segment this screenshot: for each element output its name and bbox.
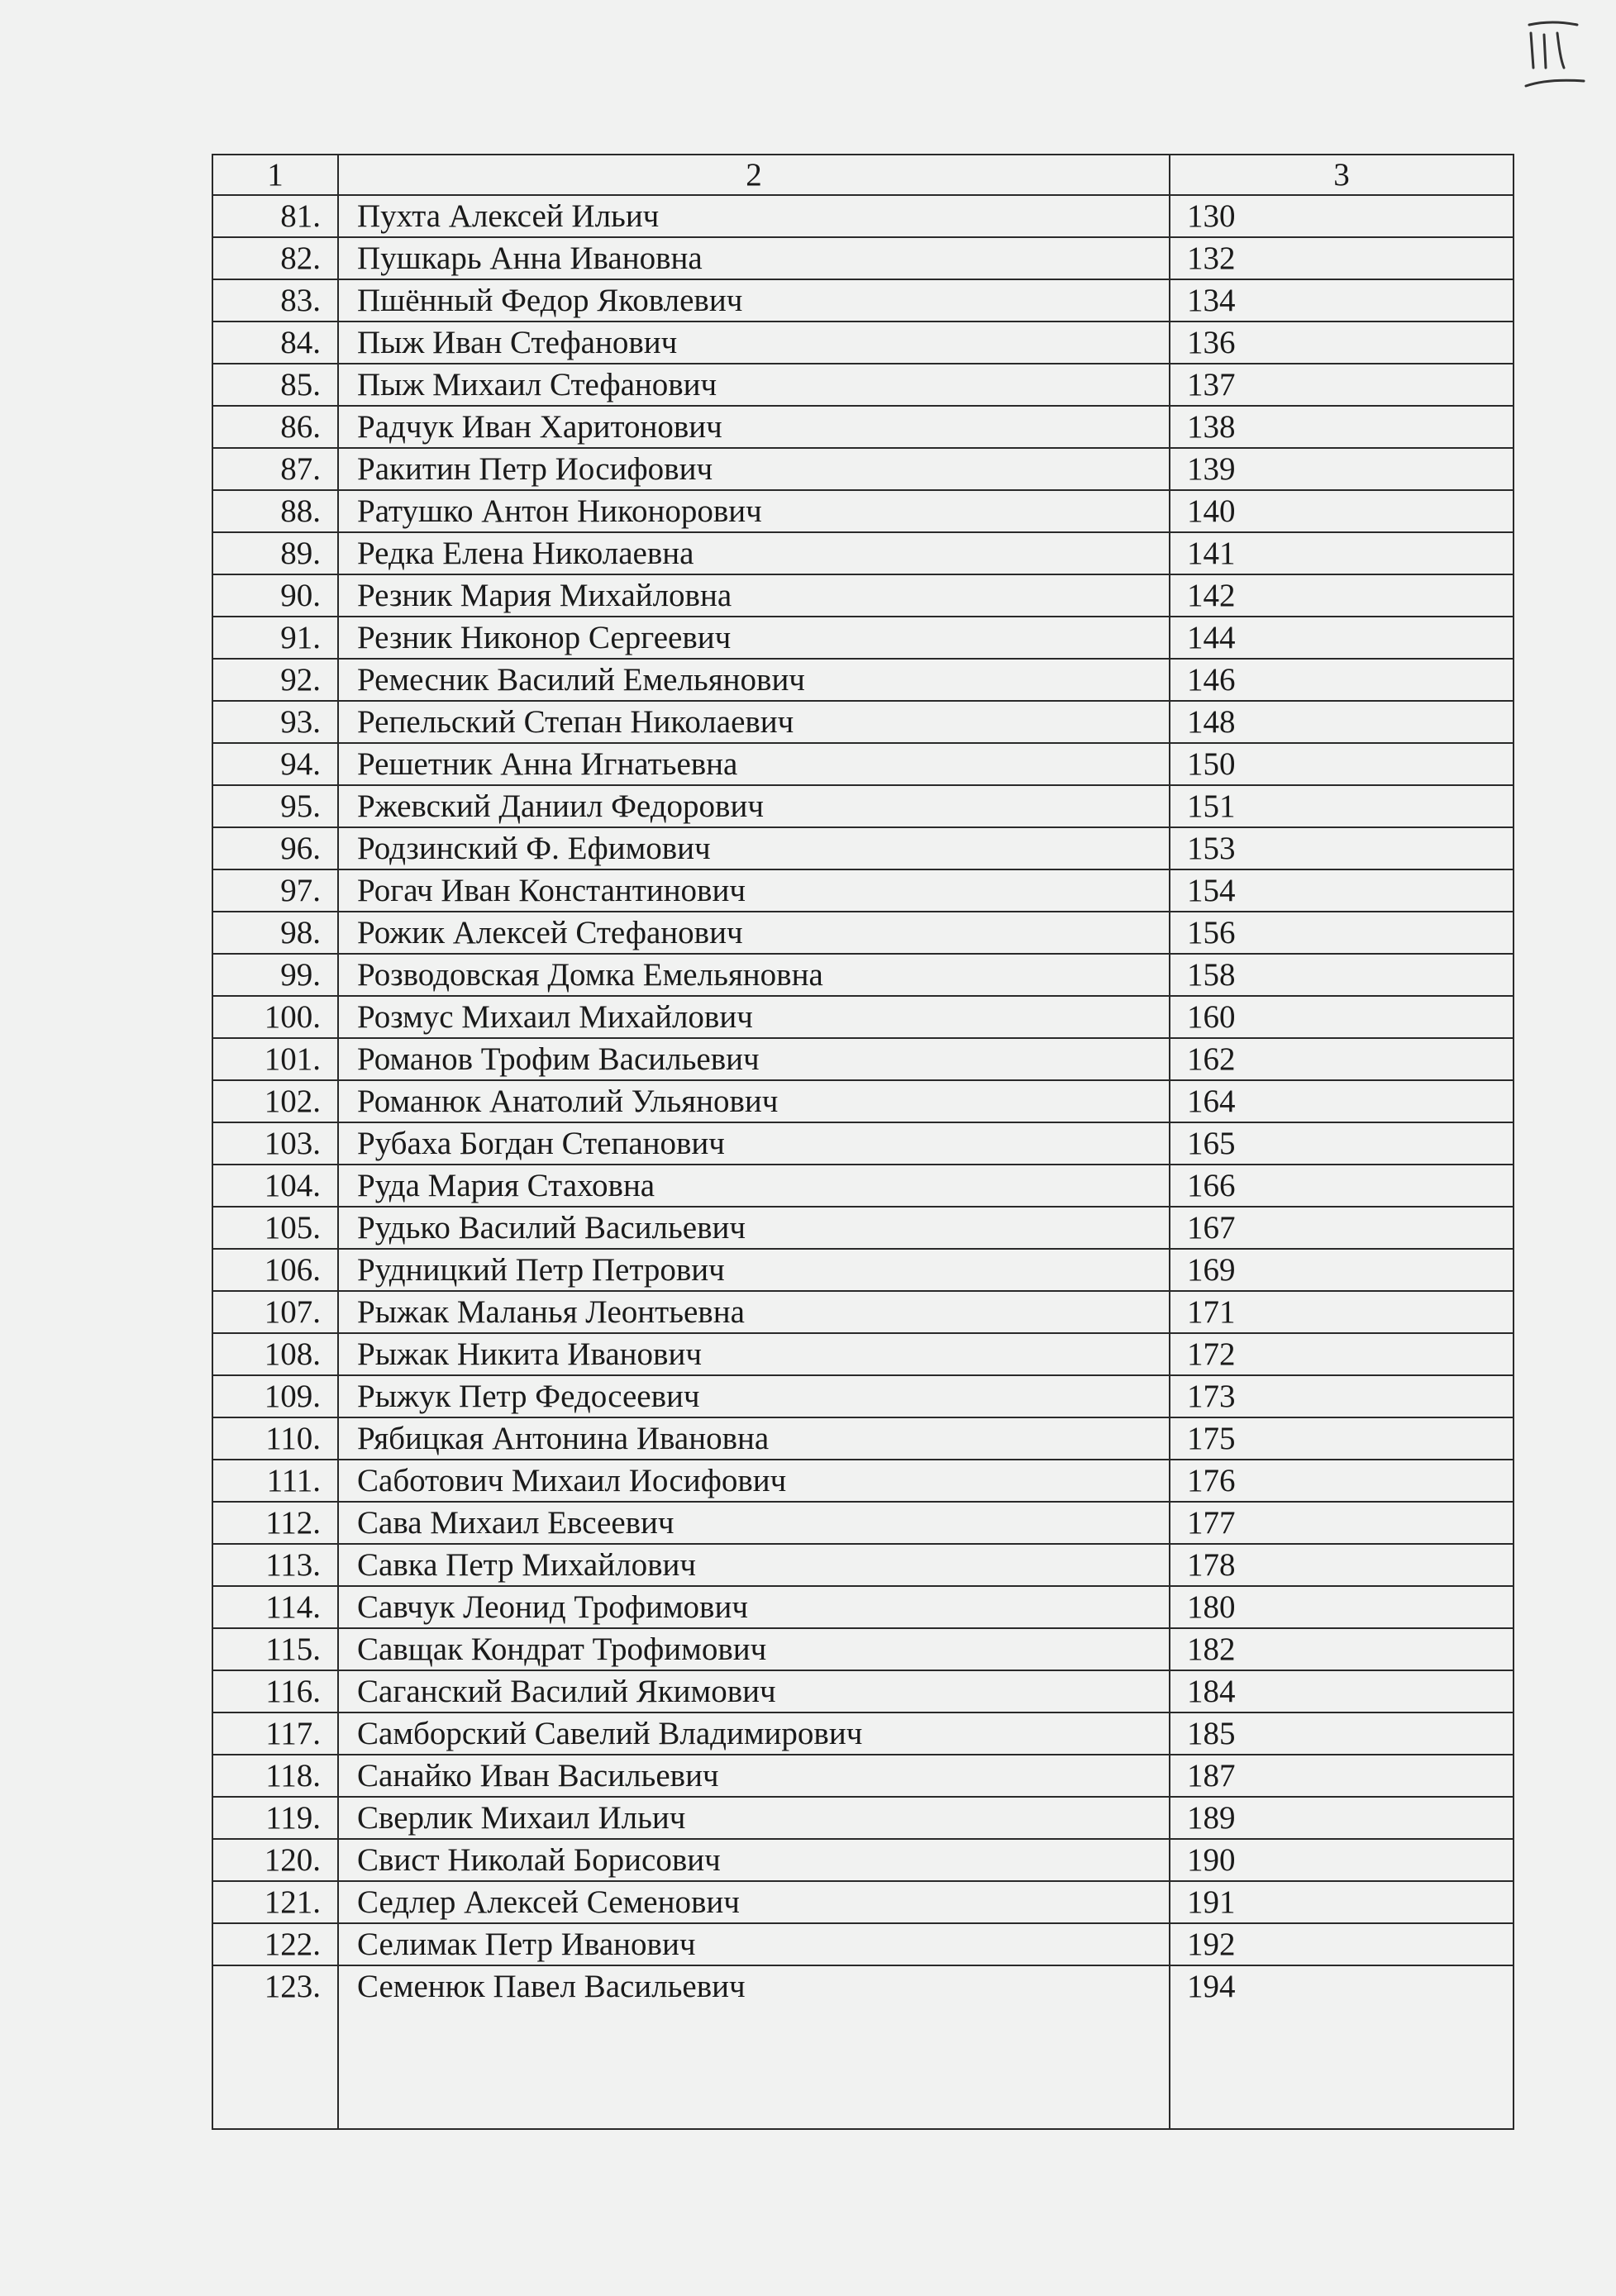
page-ref-cell: 182 bbox=[1170, 1628, 1514, 1670]
person-name-cell: Рудницкий Петр Петрович bbox=[338, 1249, 1170, 1291]
person-name-cell: Редка Елена Николаевна bbox=[338, 532, 1170, 574]
person-name-cell: Рыжак Никита Иванович bbox=[338, 1333, 1170, 1375]
page-ref-cell: 137 bbox=[1170, 364, 1514, 406]
row-number-cell: 88. bbox=[212, 490, 338, 532]
table-row bbox=[212, 1375, 1514, 1417]
row-number-cell: 119. bbox=[212, 1797, 338, 1839]
table-row bbox=[212, 1333, 1514, 1375]
row-number-cell: 103. bbox=[212, 1122, 338, 1165]
row-number-cell: 112. bbox=[212, 1502, 338, 1544]
table-row bbox=[212, 1460, 1514, 1502]
table-row bbox=[212, 1249, 1514, 1291]
person-name-cell: Саганский Василий Якимович bbox=[338, 1670, 1170, 1712]
table-row bbox=[212, 701, 1514, 743]
table-row bbox=[212, 237, 1514, 279]
row-number-cell: 111. bbox=[212, 1460, 338, 1502]
person-name-cell: Розмус Михаил Михайлович bbox=[338, 996, 1170, 1038]
person-name-cell: Рогач Иван Константинович bbox=[338, 869, 1170, 912]
person-name-cell: Самборский Савелий Владимирович bbox=[338, 1712, 1170, 1755]
row-number-cell: 90. bbox=[212, 574, 338, 617]
page-ref-cell: 191 bbox=[1170, 1881, 1514, 1923]
person-name-cell: Рыжак Маланья Леонтьевна bbox=[338, 1291, 1170, 1333]
row-number-cell: 94. bbox=[212, 743, 338, 785]
table-row bbox=[212, 996, 1514, 1038]
row-number-cell: 122. bbox=[212, 1923, 338, 1965]
page-ref-cell: 144 bbox=[1170, 617, 1514, 659]
table-row bbox=[212, 279, 1514, 322]
row-number-cell: 105. bbox=[212, 1207, 338, 1249]
table-row bbox=[212, 1502, 1514, 1544]
person-name-cell: Савщак Кондрат Трофимович bbox=[338, 1628, 1170, 1670]
person-name-cell: Санайко Иван Васильевич bbox=[338, 1755, 1170, 1797]
person-name-cell: Рожик Алексей Стефанович bbox=[338, 912, 1170, 954]
table-row bbox=[212, 785, 1514, 827]
person-name-cell: Руда Мария Стаховна bbox=[338, 1165, 1170, 1207]
row-number-cell: 86. bbox=[212, 406, 338, 448]
page-ref-cell: 148 bbox=[1170, 701, 1514, 743]
table-row bbox=[212, 448, 1514, 490]
table-row bbox=[212, 1122, 1514, 1165]
page-ref-cell: 167 bbox=[1170, 1207, 1514, 1249]
page-ref-cell: 189 bbox=[1170, 1797, 1514, 1839]
person-name-cell: Пыж Михаил Стефанович bbox=[338, 364, 1170, 406]
page-ref-cell: 185 bbox=[1170, 1712, 1514, 1755]
table-row bbox=[212, 1080, 1514, 1122]
table-row bbox=[212, 490, 1514, 532]
page-ref-cell: 178 bbox=[1170, 1544, 1514, 1586]
table-row bbox=[212, 1038, 1514, 1080]
person-name-cell: Родзинский Ф. Ефимович bbox=[338, 827, 1170, 869]
row-number-cell: 92. bbox=[212, 659, 338, 701]
handwritten-page-number bbox=[1519, 10, 1594, 101]
table-row bbox=[212, 954, 1514, 996]
person-name-cell: Решетник Анна Игнатьевна bbox=[338, 743, 1170, 785]
row-number-cell: 84. bbox=[212, 322, 338, 364]
page-ref-cell: 154 bbox=[1170, 869, 1514, 912]
page-ref-cell: 169 bbox=[1170, 1249, 1514, 1291]
row-number-cell: 115. bbox=[212, 1628, 338, 1670]
page-ref-cell: 139 bbox=[1170, 448, 1514, 490]
page-ref-cell: 151 bbox=[1170, 785, 1514, 827]
person-name-cell: Семенюк Павел Васильевич bbox=[338, 1965, 1170, 2129]
page-ref-cell: 190 bbox=[1170, 1839, 1514, 1881]
page-ref-cell: 194 bbox=[1170, 1965, 1514, 2129]
row-number-cell: 107. bbox=[212, 1291, 338, 1333]
row-number-cell: 82. bbox=[212, 237, 338, 279]
table-row bbox=[212, 1965, 1514, 2129]
row-number-cell: 110. bbox=[212, 1417, 338, 1460]
person-name-cell: Радчук Иван Харитонович bbox=[338, 406, 1170, 448]
person-name-cell: Седлер Алексей Семенович bbox=[338, 1881, 1170, 1923]
table-row bbox=[212, 1839, 1514, 1881]
row-number-cell: 123. bbox=[212, 1965, 338, 2129]
person-name-cell: Ржевский Даниил Федорович bbox=[338, 785, 1170, 827]
person-name-cell: Сверлик Михаил Ильич bbox=[338, 1797, 1170, 1839]
table-row bbox=[212, 574, 1514, 617]
page-ref-cell: 153 bbox=[1170, 827, 1514, 869]
row-number-cell: 96. bbox=[212, 827, 338, 869]
table-row bbox=[212, 743, 1514, 785]
page-ref-cell: 165 bbox=[1170, 1122, 1514, 1165]
row-number-cell: 89. bbox=[212, 532, 338, 574]
page-ref-cell: 176 bbox=[1170, 1460, 1514, 1502]
person-name-cell: Савка Петр Михайлович bbox=[338, 1544, 1170, 1586]
row-number-cell: 81. bbox=[212, 195, 338, 237]
person-name-cell: Ремесник Василий Емельянович bbox=[338, 659, 1170, 701]
person-name-cell: Романов Трофим Васильевич bbox=[338, 1038, 1170, 1080]
index-table-body bbox=[212, 155, 1514, 2129]
row-number-cell: 102. bbox=[212, 1080, 338, 1122]
person-name-cell: Саботович Михаил Иосифович bbox=[338, 1460, 1170, 1502]
row-number-cell: 114. bbox=[212, 1586, 338, 1628]
table-row bbox=[212, 912, 1514, 954]
person-name-cell: Ракитин Петр Иосифович bbox=[338, 448, 1170, 490]
table-row bbox=[212, 1165, 1514, 1207]
page-ref-cell: 138 bbox=[1170, 406, 1514, 448]
row-number-cell: 113. bbox=[212, 1544, 338, 1586]
table-row bbox=[212, 1755, 1514, 1797]
page-ref-cell: 130 bbox=[1170, 195, 1514, 237]
table-row bbox=[212, 1797, 1514, 1839]
page-ref-cell: 160 bbox=[1170, 996, 1514, 1038]
page-ref-cell: 166 bbox=[1170, 1165, 1514, 1207]
person-name-cell: Рябицкая Антонина Ивановна bbox=[338, 1417, 1170, 1460]
row-number-cell: 83. bbox=[212, 279, 338, 322]
person-name-cell: Сава Михаил Евсеевич bbox=[338, 1502, 1170, 1544]
page-ref-cell: 134 bbox=[1170, 279, 1514, 322]
table-row bbox=[212, 322, 1514, 364]
row-number-cell: 116. bbox=[212, 1670, 338, 1712]
page-ref-cell: 175 bbox=[1170, 1417, 1514, 1460]
person-name-cell: Пухта Алексей Ильич bbox=[338, 195, 1170, 237]
row-number-cell: 91. bbox=[212, 617, 338, 659]
row-number-cell: 108. bbox=[212, 1333, 338, 1375]
person-name-cell: Розводовская Домка Емельяновна bbox=[338, 954, 1170, 996]
table-row bbox=[212, 1291, 1514, 1333]
row-number-cell: 93. bbox=[212, 701, 338, 743]
page-ref-cell: 187 bbox=[1170, 1755, 1514, 1797]
row-number-cell: 87. bbox=[212, 448, 338, 490]
page-ref-cell: 171 bbox=[1170, 1291, 1514, 1333]
header-col-3: 3 bbox=[1170, 155, 1514, 195]
person-name-cell: Резник Никонор Сергеевич bbox=[338, 617, 1170, 659]
table-row bbox=[212, 1628, 1514, 1670]
row-number-cell: 118. bbox=[212, 1755, 338, 1797]
row-number-cell: 85. bbox=[212, 364, 338, 406]
page-ref-cell: 173 bbox=[1170, 1375, 1514, 1417]
row-number-cell: 109. bbox=[212, 1375, 338, 1417]
person-name-cell: Резник Мария Михайловна bbox=[338, 574, 1170, 617]
table-row bbox=[212, 617, 1514, 659]
table-row bbox=[212, 1544, 1514, 1586]
table-row bbox=[212, 406, 1514, 448]
table-row bbox=[212, 1881, 1514, 1923]
person-name-cell: Пушкарь Анна Ивановна bbox=[338, 237, 1170, 279]
row-number-cell: 106. bbox=[212, 1249, 338, 1291]
page-ref-cell: 132 bbox=[1170, 237, 1514, 279]
table-row bbox=[212, 532, 1514, 574]
page-ref-cell: 158 bbox=[1170, 954, 1514, 996]
row-number-cell: 117. bbox=[212, 1712, 338, 1755]
row-number-cell: 120. bbox=[212, 1839, 338, 1881]
page-ref-cell: 156 bbox=[1170, 912, 1514, 954]
table-row bbox=[212, 364, 1514, 406]
page-ref-cell: 184 bbox=[1170, 1670, 1514, 1712]
person-name-cell: Савчук Леонид Трофимович bbox=[338, 1586, 1170, 1628]
page-ref-cell: 150 bbox=[1170, 743, 1514, 785]
person-name-cell: Селимак Петр Иванович bbox=[338, 1923, 1170, 1965]
page-ref-cell: 140 bbox=[1170, 490, 1514, 532]
table-row bbox=[212, 1923, 1514, 1965]
person-name-cell: Рыжук Петр Федосеевич bbox=[338, 1375, 1170, 1417]
table-row bbox=[212, 1670, 1514, 1712]
person-name-cell: Пшённый Федор Яковлевич bbox=[338, 279, 1170, 322]
table-row bbox=[212, 1417, 1514, 1460]
person-name-cell: Пыж Иван Стефанович bbox=[338, 322, 1170, 364]
row-number-cell: 104. bbox=[212, 1165, 338, 1207]
row-number-cell: 100. bbox=[212, 996, 338, 1038]
page-ref-cell: 142 bbox=[1170, 574, 1514, 617]
table-row bbox=[212, 659, 1514, 701]
table-row bbox=[212, 1207, 1514, 1249]
table-row bbox=[212, 1712, 1514, 1755]
row-number-cell: 97. bbox=[212, 869, 338, 912]
row-number-cell: 121. bbox=[212, 1881, 338, 1923]
person-name-cell: Рубаха Богдан Степанович bbox=[338, 1122, 1170, 1165]
table-header-row bbox=[212, 155, 1514, 195]
row-number-cell: 101. bbox=[212, 1038, 338, 1080]
table-row bbox=[212, 1586, 1514, 1628]
page-ref-cell: 172 bbox=[1170, 1333, 1514, 1375]
table-row bbox=[212, 827, 1514, 869]
page-ref-cell: 141 bbox=[1170, 532, 1514, 574]
person-name-cell: Репельский Степан Николаевич bbox=[338, 701, 1170, 743]
page-ref-cell: 192 bbox=[1170, 1923, 1514, 1965]
index-table bbox=[212, 154, 1514, 2130]
person-name-cell: Романюк Анатолий Ульянович bbox=[338, 1080, 1170, 1122]
page-ref-cell: 164 bbox=[1170, 1080, 1514, 1122]
person-name-cell: Рудько Василий Васильевич bbox=[338, 1207, 1170, 1249]
page-ref-cell: 180 bbox=[1170, 1586, 1514, 1628]
row-number-cell: 95. bbox=[212, 785, 338, 827]
header-col-2: 2 bbox=[338, 155, 1170, 195]
header-col-1: 1 bbox=[212, 155, 338, 195]
person-name-cell: Свист Николай Борисович bbox=[338, 1839, 1170, 1881]
row-number-cell: 99. bbox=[212, 954, 338, 996]
row-number-cell: 98. bbox=[212, 912, 338, 954]
page-ref-cell: 162 bbox=[1170, 1038, 1514, 1080]
page-ref-cell: 136 bbox=[1170, 322, 1514, 364]
page-ref-cell: 177 bbox=[1170, 1502, 1514, 1544]
table-row bbox=[212, 869, 1514, 912]
person-name-cell: Ратушко Антон Никонорович bbox=[338, 490, 1170, 532]
table-row bbox=[212, 195, 1514, 237]
handwritten-page-number-mark bbox=[1519, 10, 1594, 101]
page-ref-cell: 146 bbox=[1170, 659, 1514, 701]
